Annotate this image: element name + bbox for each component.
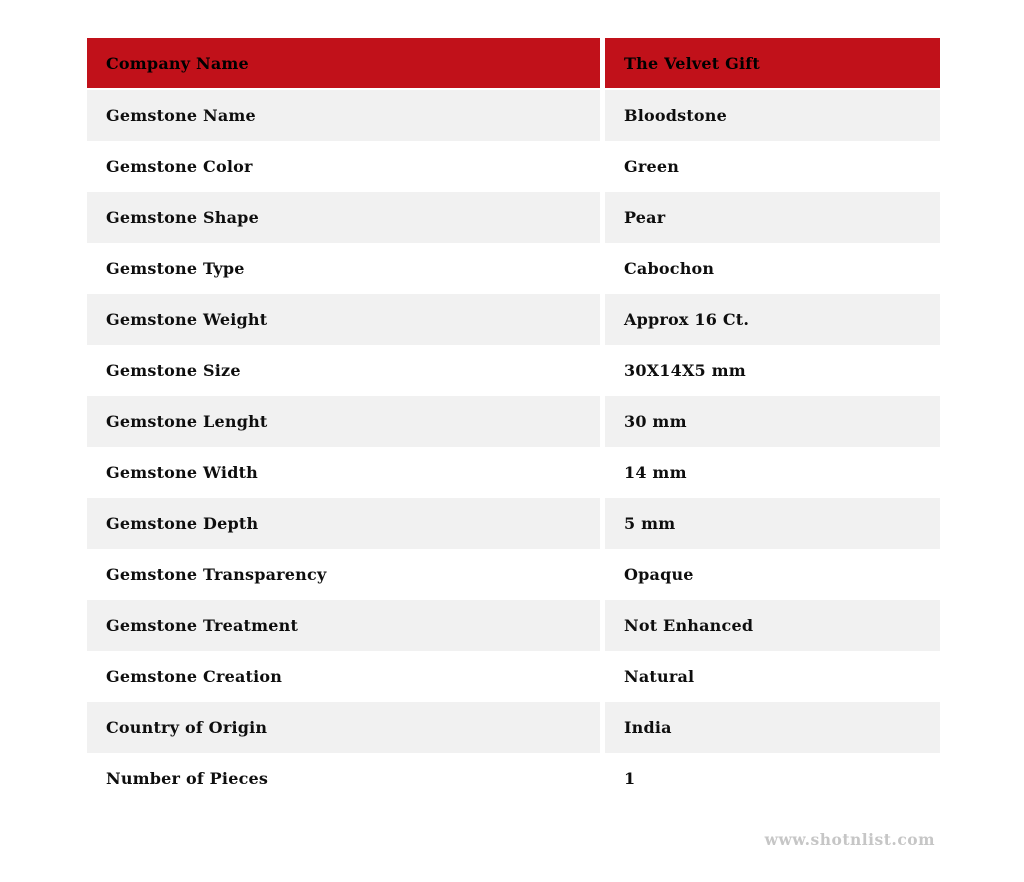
row-value: Approx 16 Ct. xyxy=(605,294,940,345)
table-row xyxy=(87,651,940,702)
row-value: India xyxy=(605,702,940,753)
site-watermark: www.shotnlist.com xyxy=(764,830,935,849)
table-row xyxy=(87,141,940,192)
row-value: 5 mm xyxy=(605,498,940,549)
row-value: 30 mm xyxy=(605,396,940,447)
row-label: Gemstone Name xyxy=(87,90,600,141)
row-value: 30X14X5 mm xyxy=(605,345,940,396)
row-value: Green xyxy=(605,141,940,192)
table-row xyxy=(87,345,940,396)
table-header-row xyxy=(87,38,940,88)
table-row xyxy=(87,549,940,600)
table-row xyxy=(87,90,940,141)
row-label: Gemstone Treatment xyxy=(87,600,600,651)
table-row xyxy=(87,192,940,243)
table-row xyxy=(87,294,940,345)
table-row xyxy=(87,753,940,804)
row-label: Gemstone Lenght xyxy=(87,396,600,447)
table-row xyxy=(87,396,940,447)
row-label: Gemstone Size xyxy=(87,345,600,396)
row-value: Not Enhanced xyxy=(605,600,940,651)
table-row xyxy=(87,243,940,294)
gemstone-spec-table xyxy=(87,38,940,804)
row-value: 1 xyxy=(605,753,940,804)
table-row xyxy=(87,498,940,549)
row-label: Gemstone Color xyxy=(87,141,600,192)
row-value: 14 mm xyxy=(605,447,940,498)
table-row xyxy=(87,702,940,753)
row-value: Natural xyxy=(605,651,940,702)
header-value: The Velvet Gift xyxy=(605,38,940,88)
row-label: Number of Pieces xyxy=(87,753,600,804)
header-label: Company Name xyxy=(87,38,600,88)
row-label: Gemstone Width xyxy=(87,447,600,498)
row-value: Pear xyxy=(605,192,940,243)
row-label: Gemstone Depth xyxy=(87,498,600,549)
row-label: Gemstone Type xyxy=(87,243,600,294)
row-label: Gemstone Creation xyxy=(87,651,600,702)
row-value: Cabochon xyxy=(605,243,940,294)
row-label: Gemstone Transparency xyxy=(87,549,600,600)
row-label: Gemstone Shape xyxy=(87,192,600,243)
row-label: Gemstone Weight xyxy=(87,294,600,345)
row-value: Opaque xyxy=(605,549,940,600)
table-row xyxy=(87,600,940,651)
row-value: Bloodstone xyxy=(605,90,940,141)
row-label: Country of Origin xyxy=(87,702,600,753)
table-row xyxy=(87,447,940,498)
